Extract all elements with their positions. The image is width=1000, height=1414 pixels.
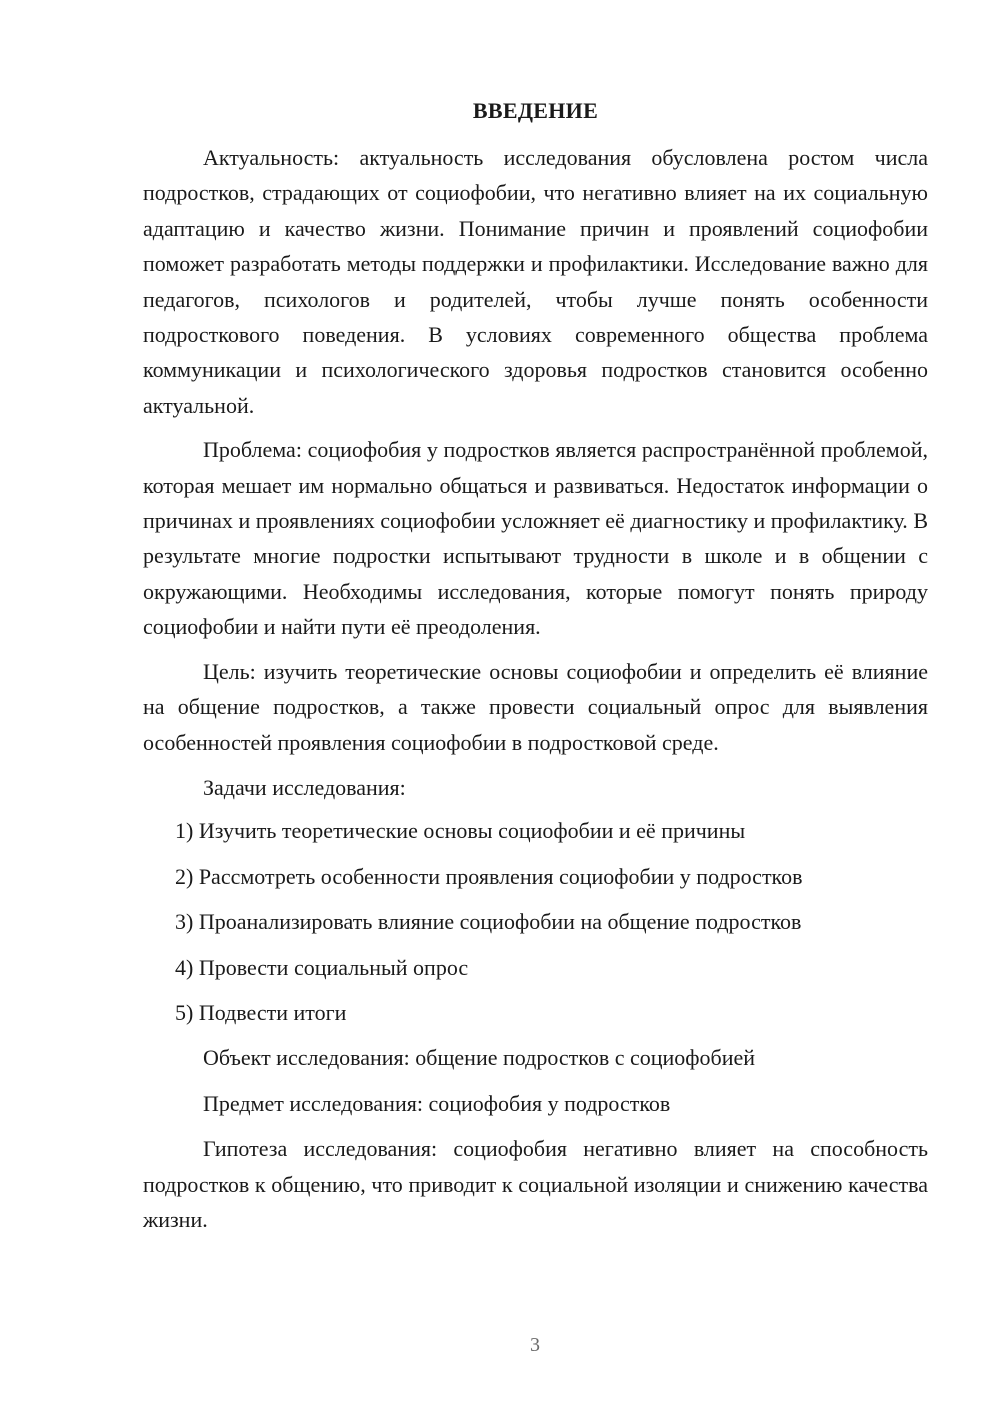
- list-item: 2) Рассмотреть особенности проявления социофобии у подростков: [175, 863, 803, 889]
- hypothesis-paragraph: Гипотеза исследования: социофобия негативно влияет на способность подростков к общению, что приводит к социальной изоляции и снижению качества жизни.: [143, 1136, 928, 1232]
- list-item: 4) Провести социальный опрос: [175, 954, 469, 980]
- tasks-list: [143, 813, 928, 1030]
- goal-paragraph: Цель: изучить теоретические основы социофобии и определить её влияние на общение подростков, а также провести социальный опрос для выявления особенностей проявления социофобии в подростковой среде.: [143, 658, 928, 755]
- list-item: 5) Подвести итоги: [175, 999, 347, 1025]
- list-item: 3) Проанализировать влияние социофобии на общение подростков: [175, 909, 802, 935]
- problem-paragraph: Проблема: социофобия у подростков является распространённой проблемой, которая мешает им нормально общаться и развиваться. Недостаток информации о причинах и проявлениях социофобии усложняет её диагностику и профилактику. В результате многие подростки испытывают трудности в школе и в общении с окружающими. Необходимы исследования, которые помогут понять природу социофобии и найти пути её преодоления.: [143, 437, 928, 640]
- relevance-paragraph: Актуальность: актуальность исследования обусловлена ростом числа подростков, страдающих от социофобии, что негативно влияет на их социальную адаптацию и качество жизни. Понимание причин и проявлений социофобии поможет разработать методы поддержки и профилактики. Исследование важно для педагогов, психологов и родителей, чтобы лучше понять особенности подросткового поведения. В условиях современного общества проблема коммуникации и психологического здоровья подростков становится особенно актуальной.: [143, 145, 928, 418]
- page-number: 3: [530, 1334, 540, 1356]
- list-item: 1) Изучить теоретические основы социофобии и её причины: [175, 818, 746, 844]
- section-title: ВВЕДЕНИЕ: [472, 98, 599, 123]
- tasks-heading: Задачи исследования:: [203, 774, 406, 800]
- object-paragraph: Объект исследования: общение подростков с социофобией: [203, 1045, 756, 1071]
- subject-paragraph: Предмет исследования: социофобия у подростков: [203, 1090, 671, 1116]
- document-page: [143, 94, 928, 1237]
